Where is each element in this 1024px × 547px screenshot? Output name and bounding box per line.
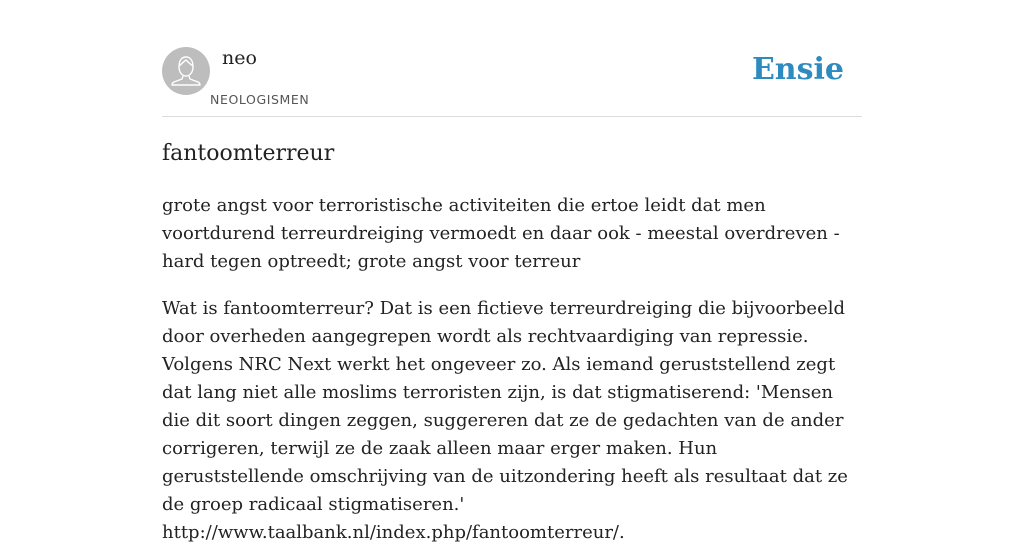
entry-content (162, 136, 862, 547)
entry-term: fantoomterreur (162, 141, 335, 166)
user-silhouette-icon (162, 47, 210, 95)
author-username[interactable]: neo (222, 47, 257, 69)
entry-definition: grote angst voor terroristische activiteiten die ertoe leidt dat men voortdurend terreurdreiging vermoedt en daar ook - meestal overdreven - hard tegen optreedt; grote angst voor terreur (162, 195, 840, 272)
category-label[interactable]: NEOLOGISMEN (210, 92, 310, 107)
entry-header (162, 46, 862, 117)
brand-logo[interactable]: Ensie (751, 52, 844, 87)
entry-example: Wat is fantoomterreur? Dat is een fictieve terreurdreiging die bijvoorbeeld door overheden aangegrepen wordt als rechtvaardiging van repressie. Volgens NRC Next werkt het ongeveer zo. Als iemand geruststellend zegt dat lang niet alle moslims terroristen zijn, is dat stigmatiserend: 'Mensen die dit soort dingen zeggen, suggereren dat ze de gedachten van de ander corrigeren, terwijl ze de zaak alleen maar erger maken. Hun geruststellende omschrijving van de uitzondering heeft als resultaat dat ze de groep radicaal stigmatiseren.' http://www.taalbank.nl/index.php/fantoomterreur/. (162, 298, 848, 543)
avatar[interactable] (162, 47, 210, 95)
